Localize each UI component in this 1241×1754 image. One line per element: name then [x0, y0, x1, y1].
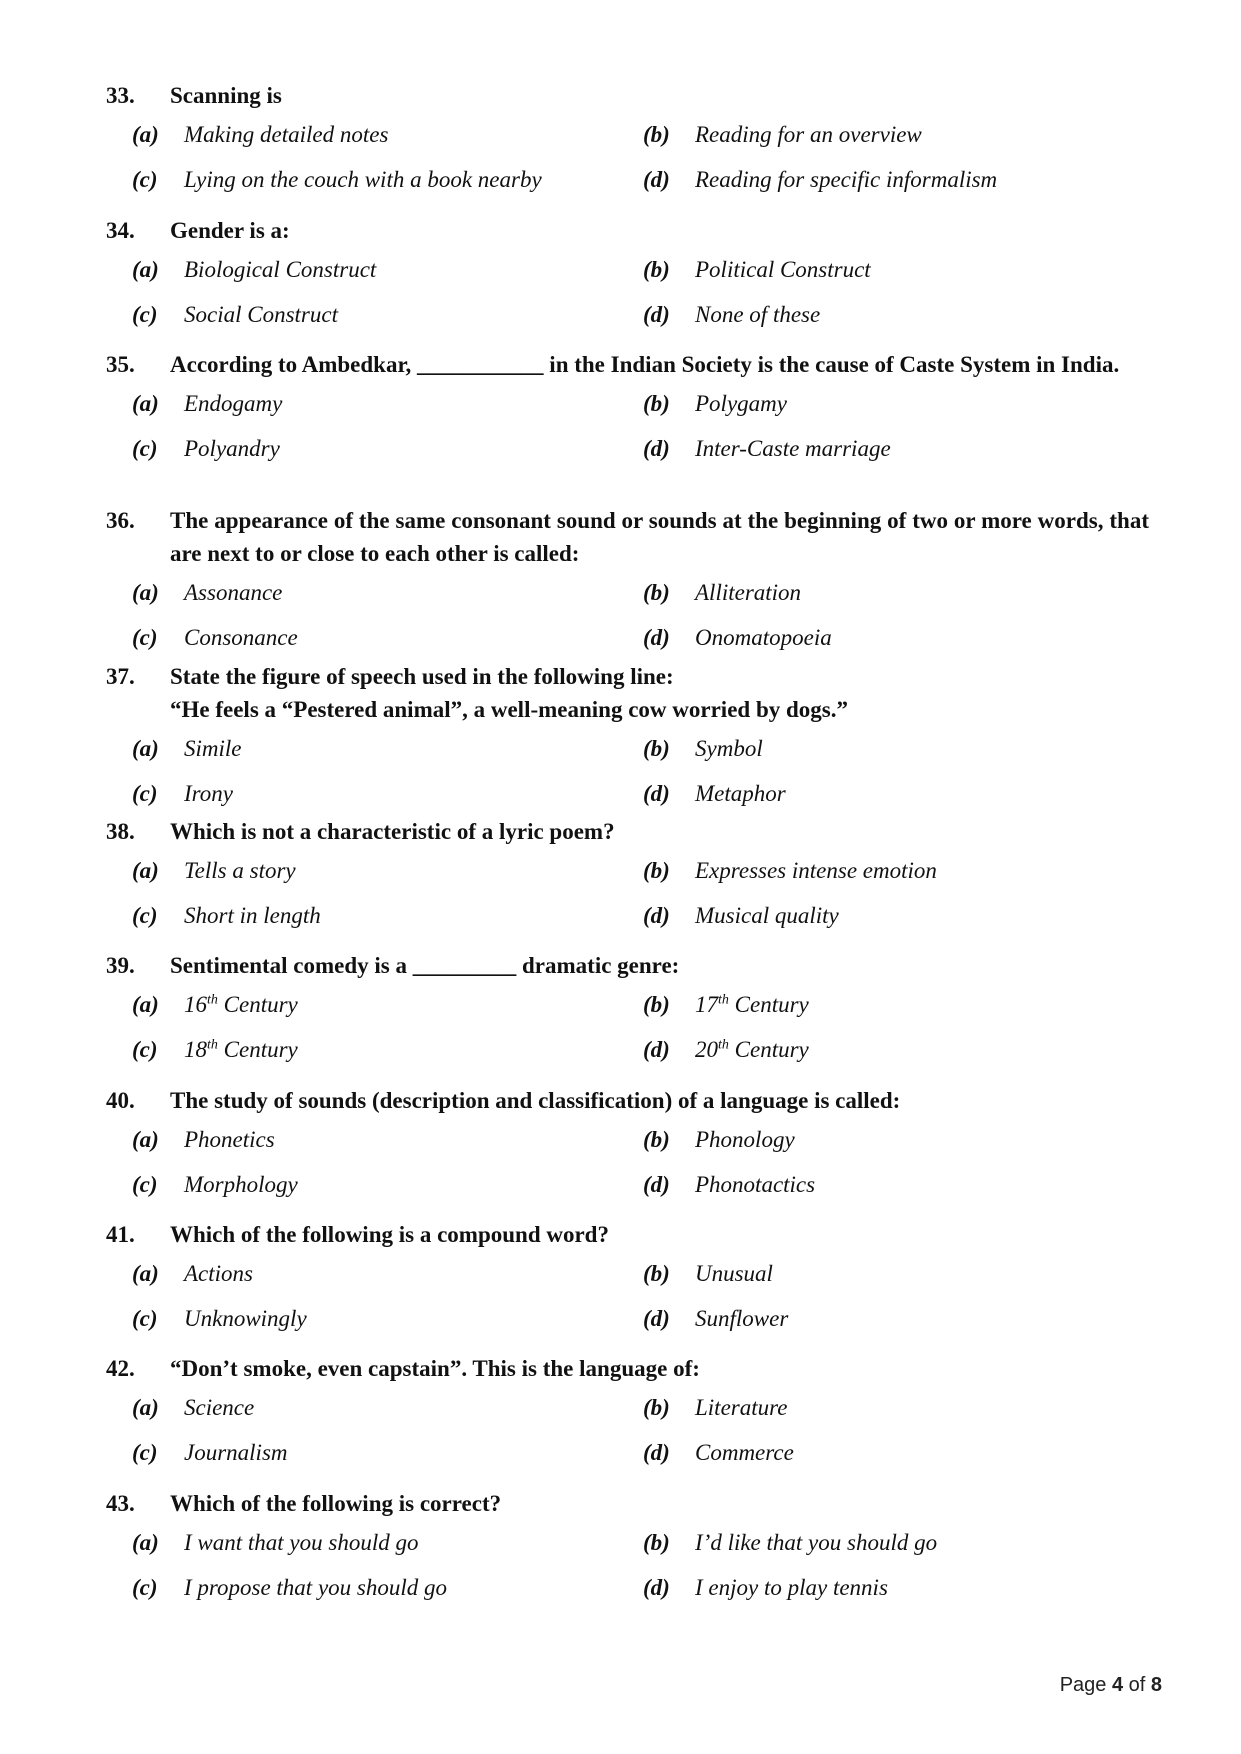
option-text: Commerce	[695, 1440, 794, 1465]
option-row	[0, 1296, 1241, 1341]
option-label: (b)	[643, 580, 670, 605]
option-item	[643, 982, 809, 1027]
option-label: (c)	[132, 1440, 158, 1465]
option-ordinal-suffix: th	[207, 992, 218, 1008]
option-label: (b)	[643, 1127, 670, 1152]
option-row	[0, 1430, 1241, 1475]
option-item	[132, 247, 376, 292]
option-item	[132, 726, 242, 771]
option-row	[0, 1385, 1241, 1430]
option-row	[0, 726, 1241, 771]
option-text: Morphology	[184, 1172, 298, 1197]
option-text: Simile	[184, 736, 242, 761]
option-text: Century	[217, 992, 298, 1017]
option-item	[132, 848, 296, 893]
option-item	[643, 1565, 888, 1610]
page-of: of	[1123, 1674, 1151, 1696]
option-row	[0, 247, 1241, 292]
option-text: Polygamy	[695, 391, 787, 416]
option-row	[0, 570, 1241, 615]
option-label: (c)	[132, 1575, 158, 1600]
option-text: Century	[728, 1037, 809, 1062]
question-number: 33.	[106, 83, 135, 108]
option-label: (d)	[643, 1037, 670, 1062]
question-stem	[0, 1218, 1241, 1251]
option-label: (b)	[643, 257, 670, 282]
option-item	[643, 893, 839, 938]
option-label: (b)	[643, 992, 670, 1017]
option-text: Expresses intense emotion	[695, 858, 937, 883]
option-item	[132, 982, 298, 1027]
option-label: (a)	[132, 1530, 159, 1555]
question-item	[0, 815, 1241, 938]
option-text: Century	[728, 992, 809, 1017]
option-text: Social Construct	[184, 302, 338, 327]
option-item	[132, 1162, 298, 1207]
question-stem	[0, 660, 1241, 726]
option-item	[643, 157, 997, 202]
option-row	[0, 982, 1241, 1027]
option-label: (c)	[132, 1172, 158, 1197]
option-item	[132, 157, 542, 202]
option-label: (c)	[132, 167, 158, 192]
option-label: (a)	[132, 122, 159, 147]
option-label: (a)	[132, 992, 159, 1017]
question-item	[0, 660, 1241, 816]
question-number: 38.	[106, 819, 135, 844]
question-item	[0, 1487, 1241, 1610]
question-number: 42.	[106, 1356, 135, 1381]
question-stem	[0, 1084, 1241, 1117]
option-item	[132, 292, 338, 337]
option-item	[132, 570, 282, 615]
question-stem	[0, 815, 1241, 848]
option-text: Tells a story	[184, 858, 296, 883]
option-item	[132, 1117, 275, 1162]
option-item	[643, 426, 891, 471]
question-number: 34.	[106, 218, 135, 243]
option-text: Unknowingly	[184, 1306, 307, 1331]
question-text: Which is not a characteristic of a lyric poem?	[170, 819, 615, 844]
option-item	[643, 848, 937, 893]
option-item	[132, 615, 298, 660]
option-text: I propose that you should go	[184, 1575, 447, 1600]
option-label: (a)	[132, 580, 159, 605]
question-text: Which of the following is a compound word?	[170, 1222, 609, 1247]
option-item	[643, 615, 832, 660]
option-text: Biological Construct	[184, 257, 377, 282]
question-number: 43.	[106, 1491, 135, 1516]
option-row	[0, 1565, 1241, 1610]
option-item	[132, 1027, 298, 1072]
question-text: According to Ambedkar, ___________ in the Indian Society is the cause of Caste System in India.	[170, 352, 1120, 377]
option-label: (a)	[132, 1261, 159, 1286]
option-label: (c)	[132, 625, 158, 650]
question-number: 40.	[106, 1088, 135, 1113]
option-label: (a)	[132, 1127, 159, 1152]
option-row	[0, 1117, 1241, 1162]
option-text: Political Construct	[695, 257, 871, 282]
option-item	[643, 381, 787, 426]
question-quote: “He feels a “Pestered animal”, a well-meaning cow worried by dogs.”	[170, 697, 848, 722]
option-label: (c)	[132, 1306, 158, 1331]
option-label: (b)	[643, 1395, 670, 1420]
option-label: (a)	[132, 391, 159, 416]
option-label: (b)	[643, 858, 670, 883]
option-row	[0, 615, 1241, 660]
option-item	[643, 1296, 788, 1341]
option-label: (c)	[132, 302, 158, 327]
question-text: Which of the following is correct?	[170, 1491, 502, 1516]
option-text: Consonance	[184, 625, 298, 650]
option-item	[643, 1520, 937, 1565]
option-row	[0, 381, 1241, 426]
question-item	[0, 504, 1241, 660]
question-stem	[0, 79, 1241, 112]
page-footer	[1060, 1674, 1162, 1697]
question-stem	[0, 1352, 1241, 1385]
question-stem	[0, 1487, 1241, 1520]
option-row	[0, 1520, 1241, 1565]
question-text: “Don’t smoke, even capstain”. This is the language of:	[170, 1356, 700, 1381]
question-text: The appearance of the same consonant sound or sounds at the beginning of two or more words, that are next to or close to each other is called:	[170, 508, 1149, 566]
option-item	[132, 1251, 253, 1296]
option-text: Science	[184, 1395, 255, 1420]
option-text: Musical quality	[695, 903, 839, 928]
option-ordinal-suffix: th	[718, 1037, 729, 1053]
option-text: Endogamy	[184, 391, 283, 416]
option-label: (d)	[643, 1440, 670, 1465]
option-item	[132, 112, 388, 157]
option-text: Phonology	[695, 1127, 795, 1152]
question-number: 35.	[106, 352, 135, 377]
option-label: (a)	[132, 858, 159, 883]
question-stem	[0, 214, 1241, 247]
option-label: (d)	[643, 302, 670, 327]
option-item	[643, 1385, 787, 1430]
option-text: Assonance	[184, 580, 283, 605]
option-item	[643, 112, 922, 157]
option-text: Literature	[695, 1395, 788, 1420]
option-row	[0, 1251, 1241, 1296]
page-prefix: Page	[1059, 1674, 1112, 1696]
option-item	[643, 1430, 794, 1475]
question-item	[0, 214, 1241, 337]
option-label: (c)	[132, 1037, 158, 1062]
option-text: Polyandry	[184, 436, 280, 461]
option-label: (d)	[643, 167, 670, 192]
page-current: 4	[1111, 1674, 1124, 1696]
option-row	[0, 1162, 1241, 1207]
question-number: 37.	[106, 664, 135, 689]
option-item	[132, 893, 321, 938]
option-ordinal-suffix: th	[207, 1037, 218, 1053]
option-text: Onomatopoeia	[695, 625, 832, 650]
option-item	[132, 1430, 288, 1475]
option-text: Unusual	[695, 1261, 773, 1286]
option-row	[0, 426, 1241, 471]
question-item	[0, 949, 1241, 1072]
option-ordinal-number: 16	[184, 992, 207, 1017]
question-item	[0, 1218, 1241, 1341]
option-text: Phonetics	[184, 1127, 275, 1152]
option-row	[0, 1027, 1241, 1072]
option-text: Century	[217, 1037, 298, 1062]
option-item	[643, 726, 763, 771]
question-stem	[0, 504, 1241, 570]
option-text: Making detailed notes	[184, 122, 389, 147]
question-text: Gender is a:	[170, 218, 290, 243]
question-item	[0, 79, 1241, 202]
option-text: Reading for specific informalism	[695, 167, 998, 192]
option-row	[0, 848, 1241, 893]
option-item	[643, 292, 820, 337]
option-item	[643, 1251, 773, 1296]
option-text: Metaphor	[695, 781, 786, 806]
option-text: Sunflower	[695, 1306, 789, 1331]
question-item	[0, 1352, 1241, 1475]
option-text: Short in length	[184, 903, 321, 928]
option-label: (d)	[643, 1575, 670, 1600]
question-number: 41.	[106, 1222, 135, 1247]
option-label: (a)	[132, 736, 159, 761]
option-text: Journalism	[184, 1440, 288, 1465]
option-row	[0, 112, 1241, 157]
option-item	[132, 771, 233, 816]
option-text: None of these	[695, 302, 821, 327]
option-row	[0, 893, 1241, 938]
option-label: (b)	[643, 1261, 670, 1286]
option-text: I enjoy to play tennis	[695, 1575, 888, 1600]
option-ordinal-number: 18	[184, 1037, 207, 1062]
option-item	[643, 771, 786, 816]
option-item	[643, 247, 871, 292]
option-label: (b)	[643, 1530, 670, 1555]
option-text: Phonotactics	[695, 1172, 816, 1197]
option-label: (d)	[643, 781, 670, 806]
option-item	[643, 1027, 809, 1072]
option-text: I’d like that you should go	[695, 1530, 938, 1555]
option-label: (c)	[132, 781, 158, 806]
option-text: Symbol	[695, 736, 763, 761]
option-label: (d)	[643, 1306, 670, 1331]
option-text: Inter-Caste marriage	[695, 436, 891, 461]
option-ordinal-number: 17	[695, 992, 718, 1017]
option-row	[0, 157, 1241, 202]
option-label: (d)	[643, 903, 670, 928]
option-text: Alliteration	[695, 580, 802, 605]
option-label: (b)	[643, 736, 670, 761]
page-total: 8	[1150, 1674, 1162, 1696]
option-text: Lying on the couch with a book nearby	[184, 167, 542, 192]
option-item	[132, 426, 280, 471]
option-label: (c)	[132, 436, 158, 461]
question-item	[0, 1084, 1241, 1207]
option-text: Irony	[184, 781, 233, 806]
question-text: The study of sounds (description and classification) of a language is called:	[170, 1088, 901, 1113]
option-text: I want that you should go	[184, 1530, 419, 1555]
option-item	[643, 570, 801, 615]
option-row	[0, 771, 1241, 816]
option-item	[132, 1296, 307, 1341]
option-label: (d)	[643, 436, 670, 461]
option-ordinal-number: 20	[695, 1037, 718, 1062]
option-label: (d)	[643, 1172, 670, 1197]
question-number: 39.	[106, 953, 135, 978]
option-label: (d)	[643, 625, 670, 650]
option-item	[132, 1520, 418, 1565]
option-label: (b)	[643, 391, 670, 416]
option-ordinal-suffix: th	[718, 992, 729, 1008]
option-label: (b)	[643, 122, 670, 147]
question-text: State the figure of speech used in the following line:	[170, 664, 674, 689]
question-number: 36.	[106, 508, 135, 533]
question-item	[0, 348, 1241, 471]
option-item	[643, 1162, 815, 1207]
option-label: (a)	[132, 257, 159, 282]
option-text: Actions	[184, 1261, 253, 1286]
option-text: Reading for an overview	[695, 122, 922, 147]
option-item	[132, 381, 282, 426]
option-item	[132, 1565, 447, 1610]
option-item	[132, 1385, 254, 1430]
question-text: Sentimental comedy is a _________ dramatic genre:	[170, 953, 680, 978]
option-row	[0, 292, 1241, 337]
option-item	[643, 1117, 795, 1162]
option-label: (a)	[132, 1395, 159, 1420]
question-text: Scanning is	[170, 83, 282, 108]
question-stem	[0, 348, 1241, 381]
question-stem	[0, 949, 1241, 982]
option-label: (c)	[132, 903, 158, 928]
